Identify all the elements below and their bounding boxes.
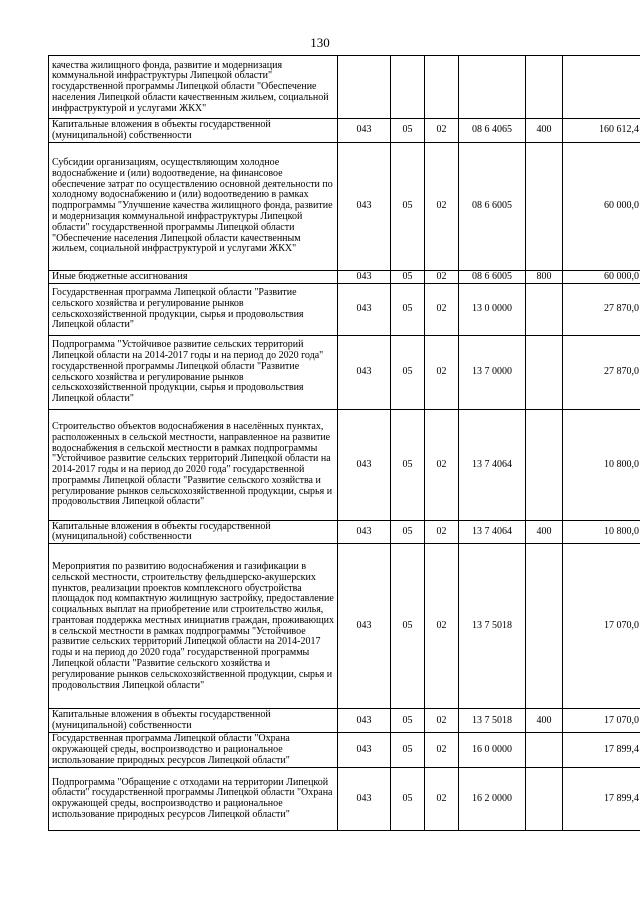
- section-code: 05: [391, 732, 425, 767]
- section-code: 05: [391, 767, 425, 830]
- target-article-code: 13 7 5018: [459, 544, 526, 709]
- expense-type-code: [526, 283, 563, 335]
- target-article-code: 13 7 5018: [459, 709, 526, 733]
- row-name: Капитальные вложения в объекты государственной (муниципальной) собственности: [49, 119, 338, 143]
- subsection-code: 02: [425, 544, 459, 709]
- amount: 17 899,4: [563, 767, 640, 830]
- table-row: [49, 56, 640, 119]
- section-code: 05: [391, 119, 425, 143]
- row-name: Строительство объектов водоснабжения в населённых пунктах, расположенных в сельской местности, направленное на развитие водоснабжения в сельской местности в рамках подпрограммы "Устойчивое развитие сельских территорий Липецкой области на 2014-2017 годы и на период до 2020 года" государственной программы Липецкой области "Развитие сельского хозяйства и регулирование рынков сельскохозяйственной продукции, сырья и продовольствия Липецкой области": [49, 409, 338, 520]
- budget-table: [48, 55, 640, 831]
- table-row: [49, 335, 640, 409]
- row-name: Подпрограмма "Устойчивое развитие сельских территорий Липецкой области на 2014-2017 годы и на период до 2020 года" государственной программы Липецкой области "Развитие сельского хозяйства и регулирование рынков сельскохозяйственной продукции, сырья и продовольствия Липецкой области": [49, 335, 338, 409]
- target-article-code: 16 0 0000: [459, 732, 526, 767]
- page-number: 130: [310, 35, 330, 50]
- expense-type-code: 400: [526, 520, 563, 544]
- amount: 10 800,0: [563, 409, 640, 520]
- amount: 17 070,0: [563, 544, 640, 709]
- row-name: Государственная программа Липецкой области "Развитие сельского хозяйства и регулирование рынков сельскохозяйственной продукции, сырья и продовольствия Липецкой области": [49, 283, 338, 335]
- subsection-code: 02: [425, 335, 459, 409]
- target-article-code: [459, 56, 526, 119]
- row-name: Иные бюджетные ассигнования: [49, 270, 338, 283]
- section-code: 05: [391, 270, 425, 283]
- subsection-code: 02: [425, 142, 459, 270]
- ministry-code: 043: [338, 335, 391, 409]
- amount: 27 870,0: [563, 335, 640, 409]
- target-article-code: 13 7 4064: [459, 409, 526, 520]
- section-code: 05: [391, 544, 425, 709]
- row-name: Мероприятия по развитию водоснабжения и газификации в сельской местности, строительству фельдшерско-акушерских пунктов, реализации проектов комплексного обустройства площадок под компактную жилищную застройку, предоставление социальных выплат на приобретение или строительство жилья, грантовая поддержка местных инициатив граждан, проживающих в сельской местности в рамках подпрограммы "Устойчивое развитие сельских территорий Липецкой области на 2014-2017 годы и на период до 2020 года" государственной программы Липецкой области "Развитие сельского хозяйства и регулирование рынков сельскохозяйственной продукции, сырья и продовольствия Липецкой области": [49, 544, 338, 709]
- ministry-code: 043: [338, 709, 391, 733]
- row-name: Капитальные вложения в объекты государственной (муниципальной) собственности: [49, 520, 338, 544]
- table-row: [49, 767, 640, 830]
- amount: 60 000,0: [563, 142, 640, 270]
- expense-type-code: 400: [526, 709, 563, 733]
- expense-type-code: [526, 767, 563, 830]
- expense-type-code: 800: [526, 270, 563, 283]
- table-row: [49, 119, 640, 143]
- expense-type-code: [526, 335, 563, 409]
- section-code: 05: [391, 335, 425, 409]
- target-article-code: 13 7 4064: [459, 520, 526, 544]
- ministry-code: 043: [338, 142, 391, 270]
- amount: 160 612,4: [563, 119, 640, 143]
- section-code: 05: [391, 283, 425, 335]
- section-code: 05: [391, 409, 425, 520]
- ministry-code: 043: [338, 119, 391, 143]
- expense-type-code: [526, 544, 563, 709]
- row-name: Субсидии организациям, осуществляющим холодное водоснабжение и (или) водоотведение, на финансовое обеспечение затрат по осуществлению основной деятельности по холодному водоснабжению и (или) водоотведению в рамках подпрограммы "Улучшение качества жилищного фонда, развитие и модернизация коммунальной инфраструктуры Липецкой области" государственной программы Липецкой области "Обеспечение населения Липецкой области качественным жильем, социальной инфраструктурой и услугами ЖКХ": [49, 142, 338, 270]
- expense-type-code: [526, 732, 563, 767]
- ministry-code: 043: [338, 409, 391, 520]
- section-code: 05: [391, 142, 425, 270]
- amount: 17 070,0: [563, 709, 640, 733]
- amount: 27 870,0: [563, 283, 640, 335]
- target-article-code: 08 6 4065: [459, 119, 526, 143]
- table-row: [49, 283, 640, 335]
- row-name: Государственная программа Липецкой области "Охрана окружающей среды, воспроизводство и рациональное использование природных ресурсов Липецкой области": [49, 732, 338, 767]
- ministry-code: 043: [338, 544, 391, 709]
- section-code: [391, 56, 425, 119]
- ministry-code: [338, 56, 391, 119]
- amount: 60 000,0: [563, 270, 640, 283]
- row-name: Капитальные вложения в объекты государственной (муниципальной) собственности: [49, 709, 338, 733]
- subsection-code: 02: [425, 520, 459, 544]
- table-row: [49, 142, 640, 270]
- amount: 10 800,0: [563, 520, 640, 544]
- ministry-code: 043: [338, 283, 391, 335]
- expense-type-code: [526, 409, 563, 520]
- ministry-code: 043: [338, 732, 391, 767]
- section-code: 05: [391, 709, 425, 733]
- table-row: [49, 544, 640, 709]
- table-row: [49, 520, 640, 544]
- subsection-code: 02: [425, 270, 459, 283]
- target-article-code: 13 7 0000: [459, 335, 526, 409]
- target-article-code: 16 2 0000: [459, 767, 526, 830]
- table-row: [49, 732, 640, 767]
- target-article-code: 08 6 6005: [459, 142, 526, 270]
- amount: [563, 56, 640, 119]
- subsection-code: 02: [425, 283, 459, 335]
- target-article-code: 13 0 0000: [459, 283, 526, 335]
- section-code: 05: [391, 520, 425, 544]
- expense-type-code: [526, 142, 563, 270]
- amount: 17 899,4: [563, 732, 640, 767]
- subsection-code: 02: [425, 409, 459, 520]
- table-row: [49, 270, 640, 283]
- subsection-code: [425, 56, 459, 119]
- ministry-code: 043: [338, 520, 391, 544]
- subsection-code: 02: [425, 732, 459, 767]
- row-name: качества жилищного фонда, развитие и модернизация коммунальной инфраструктуры Липецкой области" государственной программы Липецкой области "Обеспечение населения Липецкой области качественным жильем, социальной инфраструктурой и услугами ЖКХ": [49, 56, 338, 119]
- table-row: [49, 409, 640, 520]
- subsection-code: 02: [425, 709, 459, 733]
- ministry-code: 043: [338, 270, 391, 283]
- subsection-code: 02: [425, 119, 459, 143]
- expense-type-code: 400: [526, 119, 563, 143]
- expense-type-code: [526, 56, 563, 119]
- target-article-code: 08 6 6005: [459, 270, 526, 283]
- row-name: Подпрограмма "Обращение с отходами на территории Липецкой области" государственной программы Липецкой области "Охрана окружающей среды, воспроизводство и рациональное использование природных ресурсов Липецкой области": [49, 767, 338, 830]
- ministry-code: 043: [338, 767, 391, 830]
- subsection-code: 02: [425, 767, 459, 830]
- table-row: [49, 709, 640, 733]
